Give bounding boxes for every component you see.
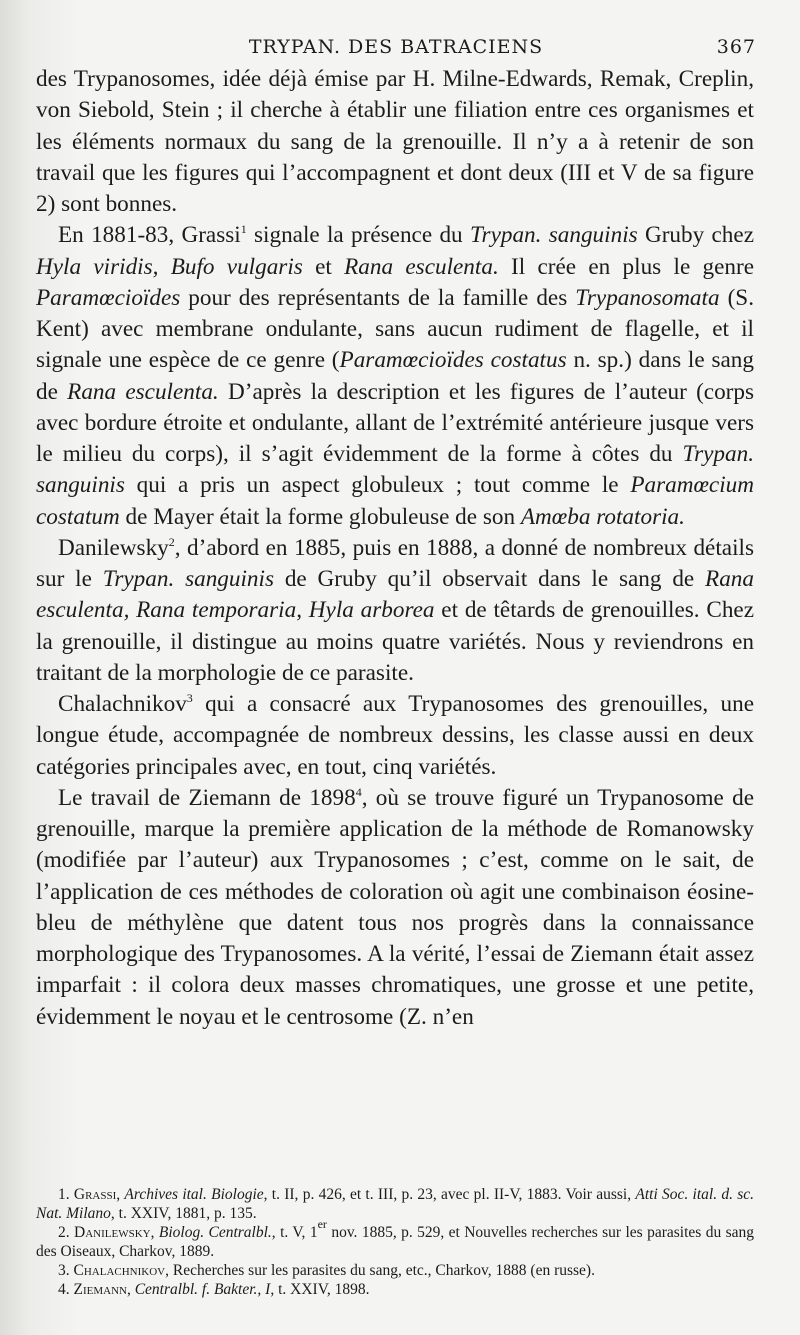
text-run: D’après la description et les figures de l’auteur (corps avec bordure étroite et ondulante, allant de l’extrémité antérieure jusque vers le milieu du corps), il s’agit évidemment de la forme à côtes du: [36, 378, 755, 467]
footnote-ref: 1: [240, 222, 247, 237]
running-title: TRYPAN. DES BATRACIENS: [248, 36, 544, 58]
paragraph: [36, 533, 754, 689]
author-name: Chalachnikov: [73, 1262, 166, 1279]
italic-text: Paramœcioïdes: [36, 284, 181, 311]
text-run: , Recherches sur les parasites du sang, etc., Charkov, 1888 (en russe).: [165, 1262, 595, 1279]
text-run: En 1881-83, Grassi: [58, 222, 241, 249]
author-name: Danilewsky: [74, 1224, 151, 1241]
text-run: , où se trouve figuré un Trypanosome de grenouille, marque la première application de la méthode de Romanowsky (modifiée par l’auteur) aux Trypanosomes ; c’est, comme on le sait, de l’application de ces méthodes de coloration où agit une combinaison éosine-bleu de méthylène que datent tous nos progrès dans la connaissance morphologique des Trypanosomes. A la vérité, l’essai de Ziemann était assez imparfait : il colora deux masses chromatiques, une grosse et une petite, évidemment le noyau et le centrosome (Z. n’en: [36, 784, 754, 1030]
italic-text: Rana esculenta.: [344, 253, 499, 280]
footnote-ref: 2: [168, 534, 175, 549]
text-run: ,: [116, 1186, 125, 1203]
text-run: , t. II, p. 426, et t. III, p. 23, avec pl. II-V, 1883. Voir aussi,: [263, 1186, 636, 1203]
text-run: Le travail de Ziemann de 1898: [58, 784, 356, 811]
text-run: , t. XXIV, 1898.: [270, 1281, 370, 1298]
italic-text: Trypan. sanguinis: [469, 222, 638, 249]
text-run: , t. XXIV, 1881, p. 135.: [110, 1205, 257, 1222]
text-run: signale la présence du: [246, 222, 470, 249]
author-name: Ziemann: [73, 1281, 127, 1298]
text-run: , t. V, 1: [271, 1224, 318, 1241]
text-run: qui a pris un aspect globuleux ; tout comme le: [124, 472, 631, 499]
italic-text: Centralbl. f. Bakter., I: [134, 1281, 271, 1298]
italic-text: Trypan. sanguinis: [102, 566, 274, 592]
text-run: Gruby chez: [637, 222, 754, 249]
footnote-ref: er: [317, 1217, 327, 1231]
italic-text: Hyla viridis, Bufo vulgaris: [36, 253, 303, 280]
text-run: Il crée en plus le genre: [498, 253, 755, 280]
text-run: 4.: [58, 1281, 74, 1298]
text-run: des Trypanosomes, idée déjà émise par H. Milne-Edwards, Remak, Creplin, von Siebold, Stein ; il cherche à établir une filiation entre ces organismes et les éléments normaux du sang de la grenouille. Il n’y a à retenir de son travail que les figures qui l’accompagnent et dont deux (III et V de sa figure 2) sont bonnes.: [36, 66, 754, 217]
text-run: Chalachnikov: [58, 691, 187, 717]
paragraph: [36, 64, 754, 220]
footnote: [36, 1261, 754, 1280]
footnote: [36, 1217, 755, 1261]
italic-text: Archives ital. Biologie: [124, 1186, 264, 1203]
footnote-ref: 3: [186, 691, 193, 705]
text-run: pour des représentants de la famille des: [180, 284, 576, 311]
text-run: 2.: [58, 1224, 75, 1241]
italic-text: Rana esculenta, Rana temporaria, Hyla arborea: [36, 566, 754, 624]
text-run: nov. 1885, p. 529, et Nouvelles recherches sur les parasites du sang des Oiseaux, Charkov, 1889.: [36, 1224, 755, 1260]
text-run: de Gruby qu’il observait dans le sang de: [274, 566, 706, 592]
footnotes: [36, 1185, 754, 1299]
text-run: et: [302, 253, 345, 280]
italic-text: Biolog. Centralbl.: [158, 1224, 272, 1241]
text-run: 3.: [58, 1262, 74, 1279]
page-number: 367: [716, 36, 756, 58]
body-text: [36, 64, 754, 1033]
text-run: qui a consacré aux Trypanosomes des grenouilles, une longue étude, accompagnée de nombreux dessins, les classe aussi en deux catégories principales avec, en tout, cinq variétés.: [36, 691, 754, 780]
text-run: et de têtards de grenouilles. Chez la grenouille, il distingue au moins quatre variétés. Nous y reviendrons en traitant de la morphologie de ce parasite.: [36, 597, 754, 686]
italic-text: Paramœcioïdes costatus: [339, 347, 567, 374]
paragraph: [36, 689, 754, 783]
paragraph: [36, 783, 754, 1033]
italic-text: Atti Soc. ital. d. sc. Nat. Milano: [36, 1186, 755, 1222]
footnote: [36, 1280, 754, 1299]
italic-text: Rana esculenta.: [67, 378, 219, 405]
italic-text: Trypan. sanguinis: [36, 441, 754, 499]
text-run: ,: [126, 1281, 135, 1298]
text-run: ,: [150, 1224, 159, 1241]
footnote-ref: 4: [355, 784, 362, 799]
running-header: [36, 36, 756, 60]
text-run: , d’abord en 1885, puis en 1888, a donné de nombreux détails sur le: [36, 534, 754, 592]
footnote: [36, 1185, 754, 1223]
italic-text: Trypanosomata: [575, 284, 720, 311]
author-name: Grassi: [73, 1186, 117, 1203]
text-run: n. sp.) dans le sang de: [36, 347, 754, 405]
text-run: de Mayer était la forme globuleuse de son: [119, 503, 521, 530]
italic-text: Paramœcium costatum: [36, 472, 754, 530]
text-run: Danilewsky: [58, 534, 169, 561]
text-run: (S. Kent) avec membrane ondulante, sans aucun rudiment de flagelle, et il signale une espèce de ce genre (: [36, 284, 754, 374]
text-run: 1.: [58, 1186, 74, 1203]
italic-text: Amœba rotatoria.: [520, 503, 685, 530]
paragraph: [36, 220, 754, 533]
